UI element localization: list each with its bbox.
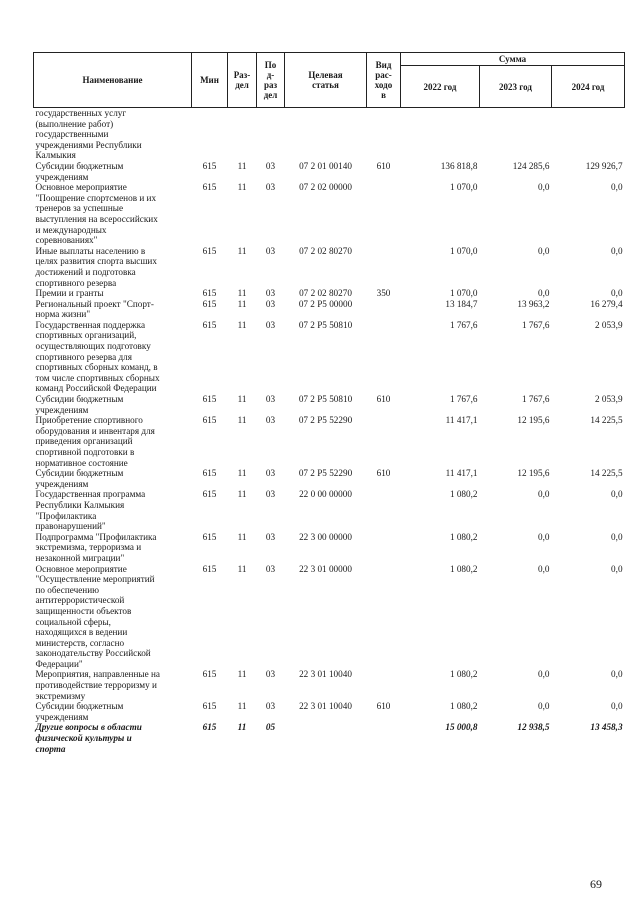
cell-2024: 129 926,7 xyxy=(585,160,623,171)
cell-podrazdel: 03 xyxy=(265,245,276,256)
cell-2022: 1 767,6 xyxy=(449,319,478,330)
cell-target: 07 2 P5 00000 xyxy=(298,298,353,309)
cell-2024: 16 279,4 xyxy=(590,298,623,309)
cell-2022: 1 767,6 xyxy=(449,394,478,405)
cell-2024: 13 458,3 xyxy=(590,722,623,733)
cell-vid xyxy=(367,108,401,161)
cell-podrazdel: 03 xyxy=(265,288,276,299)
cell-razdel: 11 xyxy=(237,489,247,500)
cell-target: 07 2 P5 50810 xyxy=(298,394,353,405)
cell-podrazdel: 03 xyxy=(265,319,276,330)
cell-target: 22 3 01 10040 xyxy=(299,701,352,712)
cell-name: Региональный проект "Спорт- норма жизни" xyxy=(35,298,154,320)
cell-name: Другие вопросы в области физической культуры и спорта xyxy=(35,722,142,754)
header-name: Наименование xyxy=(34,53,192,108)
table-row xyxy=(34,532,625,564)
table-row xyxy=(34,161,625,182)
cell-podrazdel: 03 xyxy=(265,298,276,309)
cell-vid xyxy=(367,669,401,701)
cell-razdel: 11 xyxy=(237,160,247,171)
table-row xyxy=(34,489,625,531)
cell-2023 xyxy=(480,108,552,161)
cell-target: 22 3 01 10040 xyxy=(299,669,352,680)
table-row xyxy=(34,182,625,246)
cell-2022: 11 417,1 xyxy=(445,468,478,479)
cell-min: 615 xyxy=(202,298,217,309)
cell-2024: 2 053,9 xyxy=(594,394,623,405)
table-row xyxy=(34,468,625,489)
cell-2022: 136 818,8 xyxy=(440,160,478,171)
cell-podrazdel: 03 xyxy=(265,489,276,500)
cell-razdel: 11 xyxy=(237,563,247,574)
cell-2023: 0,0 xyxy=(538,669,550,680)
cell-vid xyxy=(367,299,401,320)
cell-name: Подпрограмма "Профилактика экстремизма, терроризма и незаконной миграции" xyxy=(35,531,157,563)
cell-2023: 12 938,5 xyxy=(517,722,550,733)
cell-target: 22 0 00 00000 xyxy=(299,489,352,500)
cell-razdel: 11 xyxy=(237,669,247,680)
table-row xyxy=(34,299,625,320)
cell-vid xyxy=(367,182,401,246)
cell-min: 615 xyxy=(202,182,217,193)
cell-2022: 1 080,2 xyxy=(449,489,478,500)
cell-2023: 0,0 xyxy=(538,701,550,712)
cell-name: Субсидии бюджетным учреждениям xyxy=(35,394,124,415)
cell-2022: 13 184,7 xyxy=(445,298,478,309)
cell-2024: 14 225,5 xyxy=(590,415,623,426)
cell-2024: 14 225,5 xyxy=(590,468,623,479)
cell-razdel: 11 xyxy=(237,531,247,542)
cell-min: 615 xyxy=(202,722,217,733)
table-row xyxy=(34,701,625,722)
cell-2023: 1 767,6 xyxy=(521,319,550,330)
cell-2024: 2 053,9 xyxy=(594,319,623,330)
cell-2023: 0,0 xyxy=(538,245,550,256)
table-row xyxy=(34,288,625,299)
cell-2024: 0,0 xyxy=(611,182,623,193)
cell-min: 615 xyxy=(202,468,217,479)
cell-vid: 610 xyxy=(376,394,391,405)
cell-min: 615 xyxy=(202,563,217,574)
cell-2022 xyxy=(401,108,480,161)
table-body xyxy=(34,108,625,755)
cell-vid xyxy=(367,246,401,288)
cell-2024: 0,0 xyxy=(611,563,623,574)
cell-razdel: 11 xyxy=(237,415,247,426)
cell-name: Государственная поддержка спортивных организаций, осуществляющих подготовку спортивного резерва для спортивных сборных команд, в том числе спортивных сборных команд Российской Федерации xyxy=(35,319,160,394)
cell-name: Премии и гранты xyxy=(35,288,104,299)
cell-name: Основное мероприятие "Осуществление мероприятий по обеспечению антитеррористической защищенности объектов социальной сферы, находящихся в ведении министерств, согласно законодательству Российской Федерации" xyxy=(35,563,155,669)
cell-2024: 0,0 xyxy=(611,288,623,299)
cell-target: 07 2 P5 50810 xyxy=(298,319,353,330)
cell-razdel: 11 xyxy=(237,394,247,405)
cell-razdel: 11 xyxy=(237,722,247,733)
cell-2022: 1 080,2 xyxy=(449,563,478,574)
table-row xyxy=(34,415,625,468)
cell-vid: 610 xyxy=(376,160,391,171)
cell-2023: 0,0 xyxy=(538,489,550,500)
cell-vid xyxy=(367,415,401,468)
cell-vid xyxy=(367,320,401,394)
cell-2023: 1 767,6 xyxy=(521,394,550,405)
cell-2024: 0,0 xyxy=(611,245,623,256)
cell-target: 22 3 01 00000 xyxy=(299,563,352,574)
header-target: Целевая статья xyxy=(285,53,367,108)
header-2022: 2022 год xyxy=(401,66,480,108)
cell-2023: 124 285,6 xyxy=(512,160,550,171)
cell-2022: 1 080,2 xyxy=(449,669,478,680)
cell-target: 07 2 02 80270 xyxy=(299,288,352,299)
cell-target: 07 2 02 00000 xyxy=(299,182,352,193)
cell-2022: 1 080,2 xyxy=(449,531,478,542)
cell-2024: 0,0 xyxy=(611,669,623,680)
cell-podrazdel: 03 xyxy=(265,701,276,712)
cell-2024: 0,0 xyxy=(611,701,623,712)
cell-razdel xyxy=(228,108,257,161)
cell-podrazdel: 03 xyxy=(265,394,276,405)
table-row xyxy=(34,669,625,701)
cell-podrazdel: 03 xyxy=(265,468,276,479)
cell-razdel: 11 xyxy=(237,319,247,330)
cell-2023: 12 195,6 xyxy=(517,468,550,479)
cell-vid: 350 xyxy=(376,288,391,299)
cell-2023: 13 963,2 xyxy=(517,298,550,309)
table-row xyxy=(34,564,625,670)
cell-min: 615 xyxy=(202,288,217,299)
cell-name: Субсидии бюджетным учреждениям xyxy=(35,701,124,722)
cell-razdel: 11 xyxy=(237,701,247,712)
cell-podrazdel: 03 xyxy=(265,182,276,193)
header-2024: 2024 год xyxy=(552,66,625,108)
cell-razdel: 11 xyxy=(237,298,247,309)
cell-2023: 0,0 xyxy=(538,288,550,299)
cell-podrazdel xyxy=(257,108,285,161)
cell-2022: 15 000,8 xyxy=(445,722,478,733)
cell-2024 xyxy=(552,108,625,161)
cell-target: 07 2 01 00140 xyxy=(299,160,352,171)
cell-target: 07 2 02 80270 xyxy=(299,245,352,256)
cell-min: 615 xyxy=(202,394,217,405)
cell-name: Приобретение спортивного оборудования и инвентаря для приведения организаций спортивной подготовки в нормативное состояние xyxy=(35,415,155,468)
budget-table xyxy=(33,52,625,754)
cell-vid: 610 xyxy=(376,701,391,712)
table-row xyxy=(34,108,625,161)
cell-2023: 12 195,6 xyxy=(517,415,550,426)
header-summa: Сумма xyxy=(401,53,625,66)
cell-min: 615 xyxy=(202,245,217,256)
cell-name: Иные выплаты населению в целях развития спорта высших достижений и подготовка спортивного резерва xyxy=(35,245,157,288)
cell-target: 22 3 00 00000 xyxy=(299,531,352,542)
cell-vid: 610 xyxy=(376,468,391,479)
cell-target: 07 2 P5 52290 xyxy=(298,415,353,426)
table-row xyxy=(34,320,625,394)
cell-vid xyxy=(367,722,401,754)
header-razdel: Раз- дел xyxy=(228,53,257,108)
cell-2023: 0,0 xyxy=(538,563,550,574)
cell-vid xyxy=(367,564,401,670)
cell-podrazdel: 03 xyxy=(265,160,276,171)
cell-min: 615 xyxy=(202,160,217,171)
cell-min: 615 xyxy=(202,415,217,426)
cell-name: государственных услуг (выполнение работ) государственными учреждениями Республики Калмыкия xyxy=(35,108,142,161)
table-row xyxy=(34,394,625,415)
cell-podrazdel: 03 xyxy=(265,531,276,542)
cell-name: Государственная программа Республики Калмыкия "Профилактика правонарушений" xyxy=(35,489,146,532)
header-podrazdel: По д- раз дел xyxy=(257,53,285,108)
cell-2022: 1 080,2 xyxy=(449,701,478,712)
cell-min: 615 xyxy=(202,701,217,712)
cell-razdel: 11 xyxy=(237,468,247,479)
cell-podrazdel: 05 xyxy=(265,722,276,733)
cell-name: Мероприятия, направленные на противодействие терроризму и экстремизму xyxy=(35,669,160,701)
header-2023: 2023 год xyxy=(480,66,552,108)
cell-name: Основное мероприятие "Поощрение спортсменов и их тренеров за успешные выступления на всероссийских и международных соревнованиях" xyxy=(35,182,158,246)
cell-podrazdel: 03 xyxy=(265,415,276,426)
cell-name: Субсидии бюджетным учреждениям xyxy=(35,160,124,182)
cell-2023: 0,0 xyxy=(538,531,550,542)
cell-vid xyxy=(367,489,401,531)
cell-podrazdel: 03 xyxy=(265,563,276,574)
table-row-total xyxy=(34,722,625,754)
cell-podrazdel: 03 xyxy=(265,669,276,680)
page-number: 69 xyxy=(590,877,602,891)
header-vid: Вид рас- ходо в xyxy=(367,53,401,108)
cell-target: 07 2 P5 52290 xyxy=(298,468,353,479)
cell-min xyxy=(192,108,228,161)
cell-vid xyxy=(367,532,401,564)
cell-min: 615 xyxy=(202,669,217,680)
cell-2022: 1 070,0 xyxy=(449,288,478,299)
cell-2022: 11 417,1 xyxy=(445,415,478,426)
cell-razdel: 11 xyxy=(237,245,247,256)
header-min: Мин xyxy=(192,53,228,108)
cell-2024: 0,0 xyxy=(611,531,623,542)
cell-2024: 0,0 xyxy=(611,489,623,500)
cell-name: Субсидии бюджетным учреждениям xyxy=(35,468,124,489)
cell-2022: 1 070,0 xyxy=(449,182,478,193)
cell-target xyxy=(285,108,367,161)
cell-2023: 0,0 xyxy=(538,182,550,193)
table-header xyxy=(34,53,625,108)
cell-2022: 1 070,0 xyxy=(449,245,478,256)
cell-min: 615 xyxy=(202,319,217,330)
cell-min: 615 xyxy=(202,489,217,500)
cell-target xyxy=(285,722,367,754)
cell-min: 615 xyxy=(202,531,217,542)
cell-razdel: 11 xyxy=(237,182,247,193)
table-row xyxy=(34,246,625,288)
cell-razdel: 11 xyxy=(237,288,247,299)
